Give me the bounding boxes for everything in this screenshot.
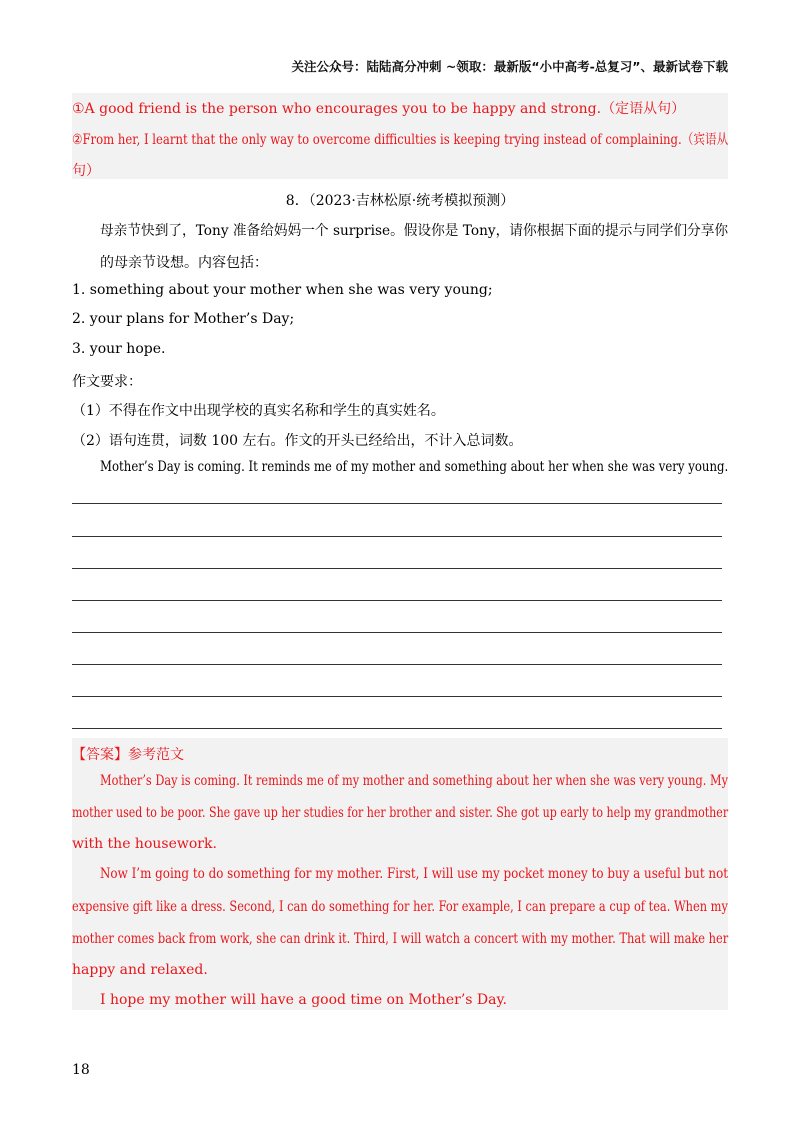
question-point: 2. your plans for Mother’s Day;: [72, 311, 295, 327]
question-point: 1. something about your mother when she was very young;: [72, 282, 493, 298]
page-header: 关注公众号：陆陆高分冲刺 ~领取：最新版“小中高考-总复习”、最新试卷下载: [291, 59, 728, 74]
previous-answer-line: ①A good friend is the person who encourages you to be happy and strong.（定语从句）: [72, 101, 686, 117]
question-point: 3. your hope.: [72, 341, 166, 357]
writing-line: [72, 568, 722, 569]
page-number: 18: [72, 1062, 90, 1078]
question-prompt: 母亲节快到了，Tony 准备给妈妈一个 surprise。假设你是 Tony，请你根据下面的提示与同学们分享你: [100, 223, 729, 239]
requirements-title: 作文要求：: [72, 374, 142, 390]
writing-line: [72, 664, 722, 665]
requirement-item: （2）语句连贯，词数 100 左右。作文的开头已经给出，不计入总词数。: [72, 433, 523, 449]
writing-line: [72, 728, 722, 729]
answer-line: mother comes back from work, she can drink it. Third, I will watch a concert with my mother. That will make her: [72, 931, 729, 947]
answer-line: Mother’s Day is coming. It reminds me of my mother and something about her when she was very young. My: [100, 773, 728, 789]
writing-line: [72, 696, 722, 697]
writing-line: [72, 632, 722, 633]
requirement-item: （1）不得在作文中出现学校的真实名称和学生的真实姓名。: [72, 403, 445, 419]
question-prompt: 的母亲节设想。内容包括：: [100, 255, 268, 271]
question-title: 8．（2023·吉林松原·统考模拟预测）: [285, 193, 515, 209]
answer-line: expensive gift like a dress. Second, I can do something for her. For example, I can prepare a cup of tea. When my: [72, 899, 728, 915]
answer-line: I hope my mother will have a good time on Mother’s Day.: [100, 992, 507, 1008]
answer-label: 【答案】参考范文: [72, 747, 184, 763]
answer-line: happy and relaxed.: [72, 962, 208, 978]
writing-line: [72, 600, 722, 601]
answer-line: mother used to be poor. She gave up her studies for her brother and sister. She got up early to help my grandmother: [72, 805, 729, 821]
previous-answer-line: 句）: [72, 163, 100, 179]
answer-line: Now I’m going to do something for my mother. First, I will use my pocket money to buy a useful but not: [100, 866, 729, 882]
answer-line: with the housework.: [72, 836, 217, 852]
writing-line: [72, 503, 722, 504]
writing-line: [72, 536, 722, 537]
essay-opening: Mother’s Day is coming. It reminds me of my mother and something about her when she was very young.: [100, 459, 729, 475]
previous-answer-line: ②From her, I learnt that the only way to overcome difficulties is keeping trying instead of complaining.（宾语从: [72, 132, 729, 148]
